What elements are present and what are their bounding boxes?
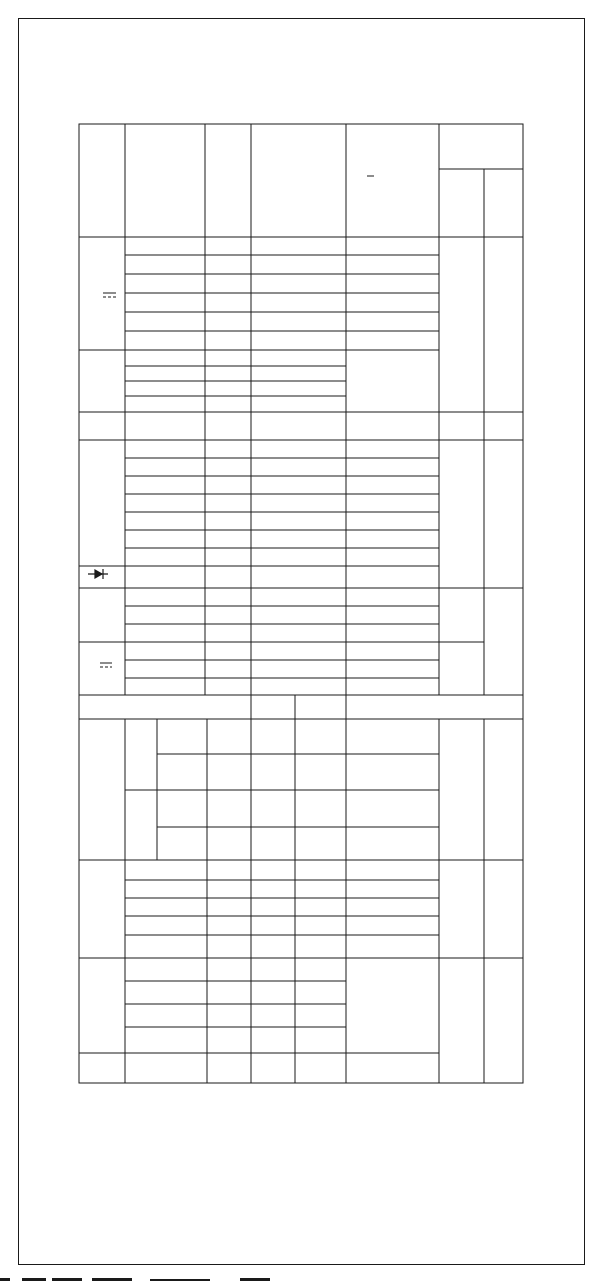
dc-symbol-icon [103, 293, 116, 297]
diode-icon [88, 569, 108, 579]
dc-symbol-icon [100, 663, 112, 667]
page-bottom-edge [0, 1275, 603, 1283]
table-border [79, 124, 523, 1083]
